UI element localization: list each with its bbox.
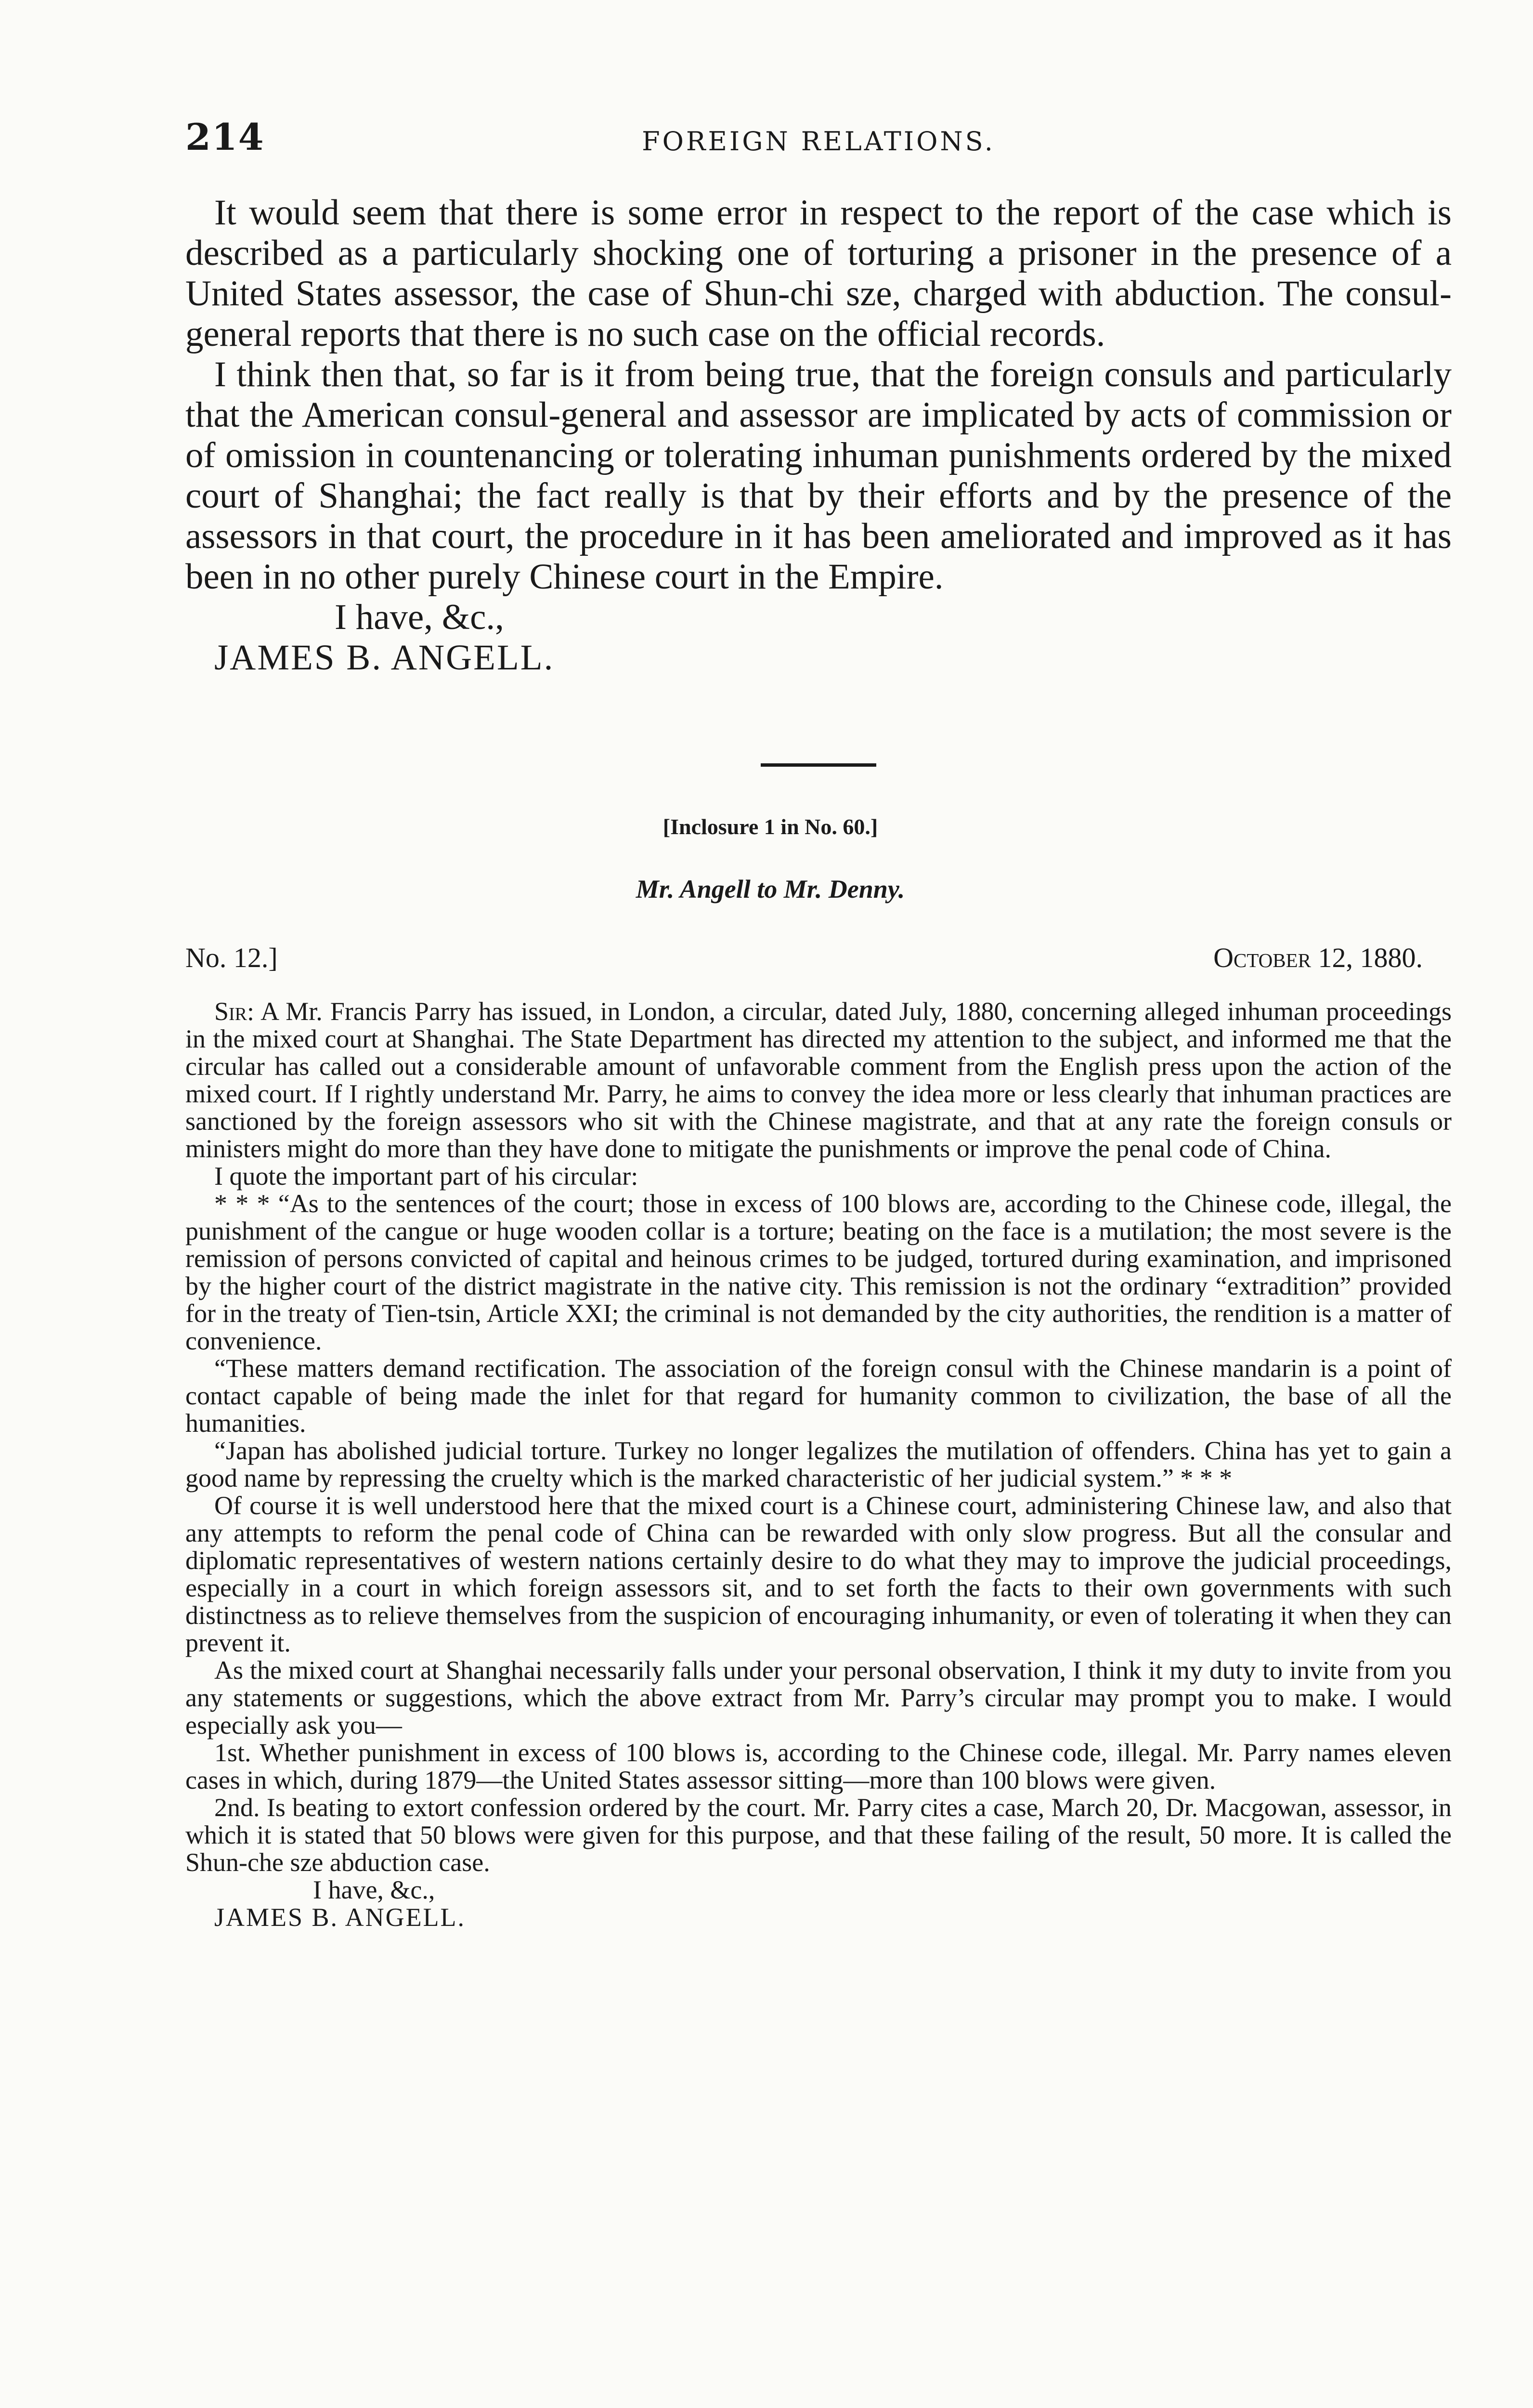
inclosure-title: Mr. Angell to Mr. Denny. [636,875,905,903]
inclosed-closing: I have, &c., [313,1875,435,1904]
paragraph-text: A Mr. Francis Parry has issued, in London, a circular, dated July, 1880, concerning alleged inhuman proceedings in the mixed court at Shanghai. The State Department has directed my attention to the subject, and informed me that the circular has called out a considerable amount of unfavorable comment from the English press upon the action of the mixed court. If I rightly understand Mr. Parry, he aims to convey the idea more or less clearly that inhuman practices are sanctioned by the foreign assessors who sit with the Chinese magistrate, and that at any rate the foreign consuls or ministers might do more than they have done to mitigate the punishments or improve the penal code of China. [185,997,1452,1163]
letter-number: No. 12.] [185,942,278,973]
date-spacer [185,970,1452,998]
inclosed-paragraph: As the mixed court at Shanghai necessarily falls under your personal observation, I think it my duty to invite from you any statements or suggestions, which the above extract from Mr. Parry’s circular may prompt you to make. I would especially ask you— [185,1656,1452,1740]
running-head: FOREIGN RELATIONS. [642,126,995,157]
main-paragraph: I think then that, so far is it from being true, that the foreign consuls and particularly that the American consul-general and assessor are implicated by acts of commission or of omission in countenancing or tolerating inhuman punishments ordered by the mixed court of Shanghai; the fact really is that by their efforts and by the presence of the assessors in that court, the procedure in it has been ameliorated and improved as it has been in no other purely Chinese court in the Empire. [185,354,1452,597]
inclosed-paragraph: Of course it is well understood here that the mixed court is a Chinese court, administering Chinese law, and also that any attempts to reform the penal code of China can be rewarded with only slow progress. But all the consular and diplomatic representatives of western nations certainly desire to do what they may to improve the judicial proceedings, especially in a court in which foreign assessors sit, and to set forth the facts to their own governments with such distinctness as to relieve themselves from the suspicion of encouraging inhumanity, or even of tolerating it when they can prevent it. [185,1491,1452,1657]
quoted-paragraph: * * * “As to the sentences of the court; those in excess of 100 blows are, according to the Chinese code, illegal, the punishment of the cangue or huge wooden collar is a torture; beating on the face is a mutilation; the most severe is the remission of persons convicted of capital and heinous crimes to be judged, tortured during examination, and imprisoned by the higher court of the district magistrate in the native city. This remission is not the ordinary “extradition” provided for in the treaty of Tien-tsin, Article XXI; the criminal is not demanded by the city authorities, the rendition is a matter of convenience. [185,1189,1452,1355]
main-closing: I have, &c., [335,597,504,637]
main-signature: JAMES B. ANGELL. [214,638,555,678]
quoted-paragraph: “Japan has abolished judicial torture. Turkey no longer legalizes the mutilation of offenders. China has yet to gain a good name by repressing the cruelty which is the marked characteristic of her judicial system.” * * * [185,1436,1452,1492]
inclosed-paragraph: I quote the important part of his circular: [214,1162,638,1191]
inclosure-label: [Inclosure 1 in No. 60.] [663,814,878,839]
inclosed-signature: JAMES B. ANGELL. [214,1903,466,1932]
main-paragraph: It would seem that there is some error in respect to the report of the case which is described as a particularly shocking one of torturing a prisoner in the presence of a United States assessor, the case of Shun-chi sze, charged with abduction. The consul-general reports that there is no such case on the official records. [185,193,1452,354]
letter-date: October 12, 1880. [1213,942,1423,973]
salutation: Sir: [214,997,255,1026]
inclosed-paragraph [185,998,1452,1163]
section-divider [761,763,876,767]
page-header [185,116,1452,164]
inclosed-paragraph: 2nd. Is beating to extort confession ordered by the court. Mr. Parry cites a case, March 20, Dr. Macgowan, assessor, in which it is stated that 50 blows were given for this purpose, and that these failing of the result, 50 more. It is called the Shun-che sze abduction case. [185,1793,1452,1877]
quoted-paragraph: “These matters demand rectification. The association of the foreign consul with the Chinese mandarin is a point of contact capable of being made the inlet for that regard for humanity common to civilization, the base of all the humanities. [185,1354,1452,1438]
page-number: 214 [185,116,265,158]
inclosed-paragraph: 1st. Whether punishment in excess of 100 blows is, according to the Chinese code, illegal. Mr. Parry names eleven cases in which, during 1879—the United States assessor sitting—more than 100 blows were given. [185,1738,1452,1794]
inclosed-letter-body [185,970,1452,1931]
main-letter-body [185,193,1452,678]
